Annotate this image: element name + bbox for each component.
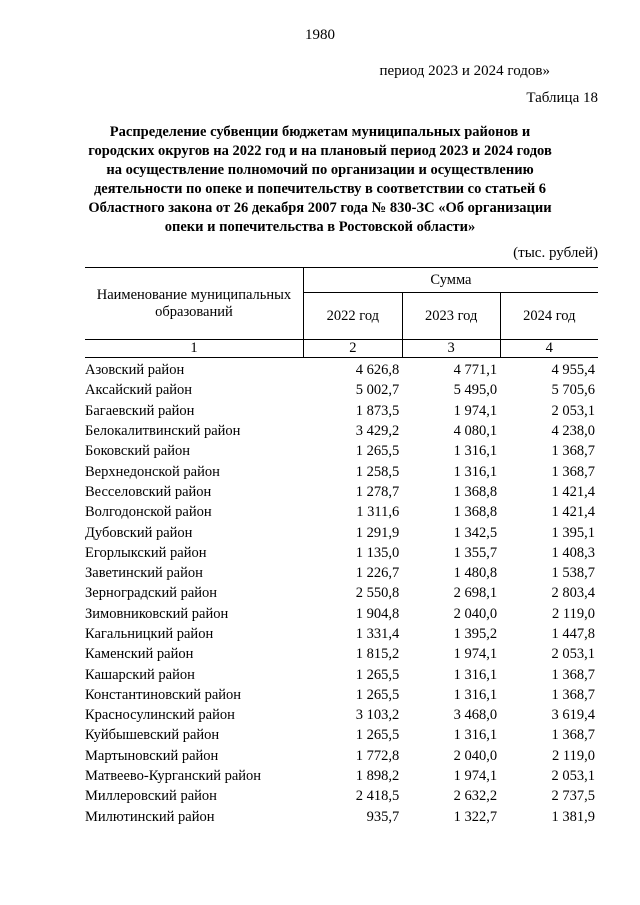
subvention-table xyxy=(85,267,598,827)
district-name-cell: Волгодонской район xyxy=(85,504,212,521)
value-2022-cell: 4 626,8 xyxy=(355,362,400,379)
district-name-cell: Константиновский район xyxy=(85,686,242,703)
table-row xyxy=(85,604,598,624)
value-2024-cell: 1 408,3 xyxy=(551,544,595,561)
column-header-name xyxy=(85,268,303,340)
district-name-cell: Миллеровский район xyxy=(85,788,217,805)
column-header-sum: Сумма xyxy=(303,268,598,293)
value-2022-cell: 1 311,6 xyxy=(356,504,400,521)
value-2023-cell: 1 316,1 xyxy=(453,686,498,703)
value-2023-cell: 1 316,1 xyxy=(453,463,498,480)
value-2022-cell: 935,7 xyxy=(366,808,400,825)
value-2022-cell: 1 265,5 xyxy=(355,666,400,683)
value-2024-cell: 4 238,0 xyxy=(551,423,595,440)
value-2024-cell: 5 705,6 xyxy=(551,382,595,399)
value-2024-cell: 1 447,8 xyxy=(551,626,595,642)
value-2023-cell: 1 316,1 xyxy=(453,666,498,683)
table-row xyxy=(85,401,598,421)
value-2022-cell: 1 904,8 xyxy=(355,605,400,622)
value-2023-cell: 1 342,5 xyxy=(453,524,498,541)
table-row xyxy=(85,746,598,766)
column-header-2022: 2022 год xyxy=(303,293,402,340)
table-row xyxy=(85,358,598,381)
value-2023-cell: 4 080,1 xyxy=(453,423,498,440)
table-row xyxy=(85,685,598,705)
title-line: Областного закона от 26 декабря 2007 года № 830-ЗС «Об организации xyxy=(88,200,552,216)
value-2022-cell: 1 873,5 xyxy=(355,402,400,419)
value-2023-cell: 1 368,8 xyxy=(453,483,498,500)
column-number: 2 xyxy=(303,340,402,358)
value-2022-cell: 1 258,5 xyxy=(355,463,400,480)
value-2024-cell: 2 737,5 xyxy=(551,788,595,805)
value-2024-cell: 1 368,7 xyxy=(551,727,595,744)
table-row xyxy=(85,482,598,502)
value-2024-cell: 2 803,4 xyxy=(551,585,595,602)
table-row xyxy=(85,441,598,461)
district-name-cell: Верхнедонской район xyxy=(85,463,220,480)
value-2022-cell: 1 135,0 xyxy=(355,544,400,561)
table-row xyxy=(85,461,598,481)
value-2024-cell: 1 381,9 xyxy=(551,808,595,825)
value-2022-cell: 1 226,7 xyxy=(355,565,400,582)
district-name-cell: Красносулинский район xyxy=(85,707,235,724)
table-row xyxy=(85,766,598,786)
district-name-cell: Аксайский район xyxy=(85,382,193,399)
name-header-line: Наименование муниципальных xyxy=(96,286,292,303)
value-2022-cell: 1 898,2 xyxy=(355,768,400,785)
value-2024-cell: 3 619,4 xyxy=(551,707,595,724)
title-line: Распределение субвенции бюджетам муниципальных районов и xyxy=(109,124,531,140)
value-2024-cell: 1 421,4 xyxy=(551,483,595,500)
district-name-cell: Кагальницкий район xyxy=(85,626,214,642)
district-name-cell: Белокалитвинский район xyxy=(85,423,241,440)
district-name-cell: Кашарский район xyxy=(85,666,195,683)
table-row xyxy=(85,563,598,583)
column-header-2024: 2024 год xyxy=(500,293,598,340)
district-name-cell: Матвеево-Курганский район xyxy=(85,768,262,785)
column-number: 4 xyxy=(500,340,598,358)
column-header-2023: 2023 год xyxy=(402,293,500,340)
value-2023-cell: 4 771,1 xyxy=(453,362,498,379)
table-label: Таблица 18 xyxy=(526,90,598,106)
table-row xyxy=(85,543,598,563)
value-2024-cell: 1 421,4 xyxy=(551,504,595,521)
value-2023-cell: 2 698,1 xyxy=(453,585,498,602)
units-label: (тыс. рублей) xyxy=(513,245,598,261)
value-2023-cell: 1 368,8 xyxy=(453,504,498,521)
district-name-cell: Азовский район xyxy=(85,362,185,379)
column-numbers-row xyxy=(85,340,598,358)
value-2022-cell: 5 002,7 xyxy=(355,382,400,399)
value-2022-cell: 3 103,2 xyxy=(355,707,400,724)
value-2023-cell: 1 395,2 xyxy=(453,626,498,642)
value-2022-cell: 1 265,5 xyxy=(355,443,400,460)
value-2023-cell: 2 632,2 xyxy=(453,788,498,805)
district-name-cell: Боковский район xyxy=(85,443,190,460)
value-2022-cell: 1 772,8 xyxy=(355,747,400,764)
value-2024-cell: 1 395,1 xyxy=(551,524,595,541)
table-row xyxy=(85,502,598,522)
value-2024-cell: 1 368,7 xyxy=(551,666,595,683)
value-2022-cell: 1 265,5 xyxy=(355,727,400,744)
table-row xyxy=(85,664,598,684)
document-title xyxy=(80,123,560,237)
value-2024-cell: 2 053,1 xyxy=(551,402,595,419)
value-2023-cell: 1 974,1 xyxy=(453,768,498,785)
table-row xyxy=(85,786,598,806)
district-name-cell: Куйбышевский район xyxy=(85,727,220,744)
value-2022-cell: 1 265,5 xyxy=(355,686,400,703)
page-number: 1980 xyxy=(305,27,335,43)
value-2022-cell: 2 550,8 xyxy=(355,585,400,602)
value-2022-cell: 3 429,2 xyxy=(355,423,400,440)
value-2023-cell: 1 316,1 xyxy=(453,443,498,460)
table-row xyxy=(85,705,598,725)
district-name-cell: Зерноградский район xyxy=(85,585,218,602)
value-2022-cell: 1 278,7 xyxy=(355,483,400,500)
value-2024-cell: 1 538,7 xyxy=(551,565,595,582)
value-2022-cell: 2 418,5 xyxy=(355,788,400,805)
table-row xyxy=(85,380,598,400)
value-2023-cell: 1 316,1 xyxy=(453,727,498,744)
district-name-cell: Каменский район xyxy=(85,646,194,663)
district-name-cell: Зимовниковский район xyxy=(85,605,229,622)
district-name-cell: Егорлыкский район xyxy=(85,544,207,561)
title-line: деятельности по опеке и попечительству в соответствии со статьей 6 xyxy=(93,181,547,197)
district-name-cell: Дубовский район xyxy=(85,524,193,541)
value-2024-cell: 1 368,7 xyxy=(551,463,595,480)
value-2023-cell: 3 468,0 xyxy=(453,707,498,724)
period-tail-text: период 2023 и 2024 годов» xyxy=(379,63,550,79)
value-2023-cell: 1 480,8 xyxy=(453,565,498,582)
table-row xyxy=(85,624,598,644)
value-2023-cell: 1 974,1 xyxy=(453,402,498,419)
value-2023-cell: 2 040,0 xyxy=(453,605,498,622)
value-2023-cell: 5 495,0 xyxy=(453,382,498,399)
value-2023-cell: 1 322,7 xyxy=(453,808,498,825)
name-header-line: образований xyxy=(155,303,233,320)
value-2024-cell: 2 053,1 xyxy=(551,768,595,785)
table-row xyxy=(85,583,598,603)
column-number: 1 xyxy=(85,340,303,358)
table-body xyxy=(85,358,598,827)
district-name-cell: Весселовский район xyxy=(85,483,212,500)
value-2024-cell: 1 368,7 xyxy=(551,686,595,703)
table-row xyxy=(85,644,598,664)
value-2022-cell: 1 815,2 xyxy=(355,646,400,663)
district-name-cell: Заветинский район xyxy=(85,565,203,582)
value-2023-cell: 2 040,0 xyxy=(453,747,498,764)
value-2023-cell: 1 355,7 xyxy=(453,544,498,561)
district-name-cell: Милютинский район xyxy=(85,808,215,825)
value-2024-cell: 2 119,0 xyxy=(552,605,595,622)
value-2024-cell: 2 053,1 xyxy=(551,646,595,663)
district-name-cell: Багаевский район xyxy=(85,402,195,419)
table-row xyxy=(85,421,598,441)
table-row xyxy=(85,725,598,745)
value-2022-cell: 1 291,9 xyxy=(355,524,400,541)
title-line: на осуществление полномочий по организации и осуществлению xyxy=(106,162,534,178)
title-line: опеки и попечительства в Ростовской области» xyxy=(164,219,476,235)
title-line: городских округов на 2022 год и на плановый период 2023 и 2024 годов xyxy=(88,143,552,159)
value-2024-cell: 1 368,7 xyxy=(551,443,595,460)
value-2024-cell: 2 119,0 xyxy=(552,747,595,764)
table-row xyxy=(85,807,598,827)
district-name-cell: Мартыновский район xyxy=(85,747,219,764)
value-2024-cell: 4 955,4 xyxy=(551,362,595,379)
table-row xyxy=(85,522,598,542)
value-2023-cell: 1 974,1 xyxy=(453,646,498,663)
column-number: 3 xyxy=(402,340,500,358)
value-2022-cell: 1 331,4 xyxy=(355,626,400,642)
